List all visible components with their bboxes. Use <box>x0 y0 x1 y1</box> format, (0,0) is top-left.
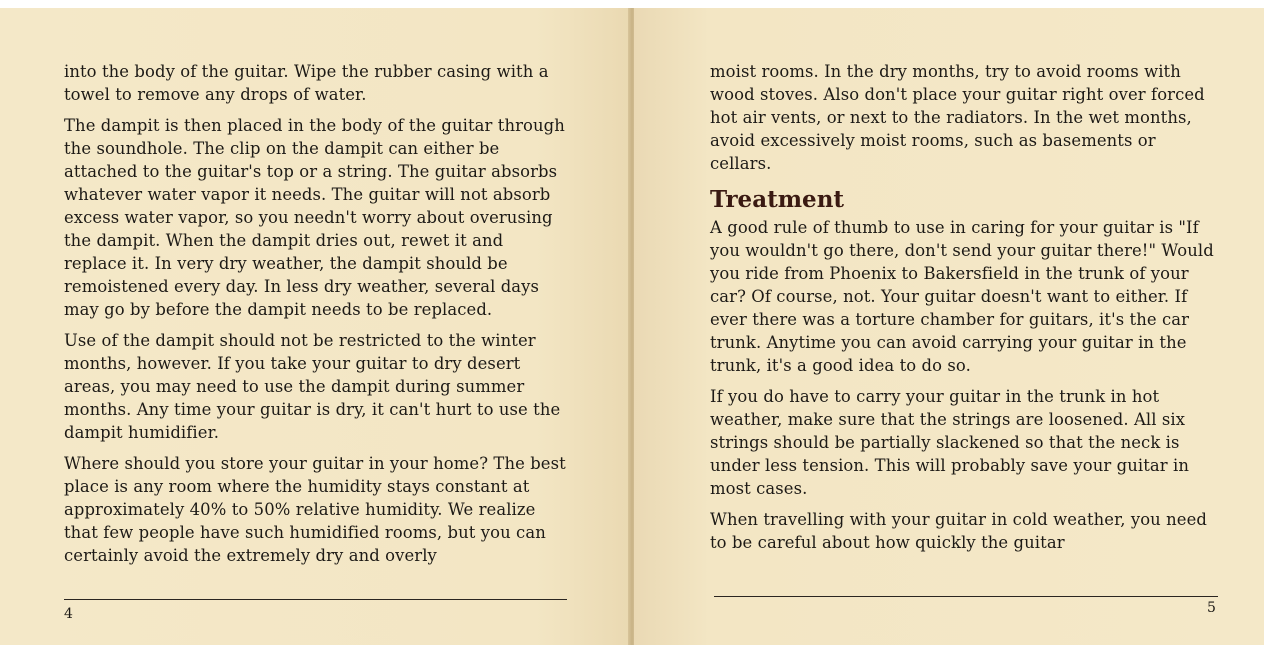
right-paragraph-2: If you do have to carry your guitar in the trunk in hot weather, make sure that the strings are loosened. All six strings should be partially slackened so that the neck is under less tension. This will probably save your guitar in most cases. <box>710 387 1190 498</box>
left-page <box>0 8 630 645</box>
right-paragraph-1: A good rule of thumb to use in caring for your guitar is "If you wouldn't go there, don't send your guitar there!" Would you ride from Phoenix to Bakersfield in the trunk of your car? Of course, not. Your guitar doesn't want to either. If ever there was a torture chamber for guitars, it's the car trunk. Anytime you can avoid carrying your guitar in the trunk, it's a good idea to do so. <box>710 218 1214 375</box>
book-spread <box>0 8 1264 645</box>
left-paragraph-4: Where should you store your guitar in your home? The best place is any room where the humidity stays constant at approximately 40% to 50% relative humidity. We realize that few people have such humidified rooms, but you can certainly avoid the extremely dry and overly <box>64 454 566 565</box>
right-text-column <box>710 60 1218 562</box>
right-page-number: 5 <box>1207 600 1216 616</box>
left-text-column <box>64 60 569 575</box>
left-paragraph-1: into the body of the guitar. Wipe the rubber casing with a towel to remove any drops of water. <box>64 62 549 104</box>
right-paragraph-3: When travelling with your guitar in cold weather, you need to be careful about how quickly the guitar <box>710 510 1207 552</box>
left-paragraph-3: Use of the dampit should not be restricted to the winter months, however. If you take your guitar to dry desert areas, you may need to use the dampit during summer months. Any time your guitar is dry, it can't hurt to use the dampit humidifier. <box>64 331 561 442</box>
right-intro-paragraph: moist rooms. In the dry months, try to avoid rooms with wood stoves. Also don't place your guitar right over forced hot air vents, or next to the radiators. In the wet months, avoid excessively moist rooms, such as basements or cellars. <box>710 62 1205 173</box>
right-page <box>634 8 1264 645</box>
left-page-number: 4 <box>64 606 73 622</box>
right-footer-rule <box>714 596 1218 597</box>
left-footer-rule <box>64 599 567 600</box>
left-paragraph-2: The dampit is then placed in the body of the guitar through the soundhole. The clip on the dampit can either be attached to the guitar's top or a string. The guitar absorbs whatever water vapor it needs. The guitar will not absorb excess water vapor, so you needn't worry about overusing the dampit. When the dampit dries out, rewet it and replace it. In very dry weather, the dampit should be remoistened every day. In less dry weather, several days may go by before the dampit needs to be replaced. <box>64 116 565 319</box>
section-heading: Treatment <box>710 186 845 213</box>
